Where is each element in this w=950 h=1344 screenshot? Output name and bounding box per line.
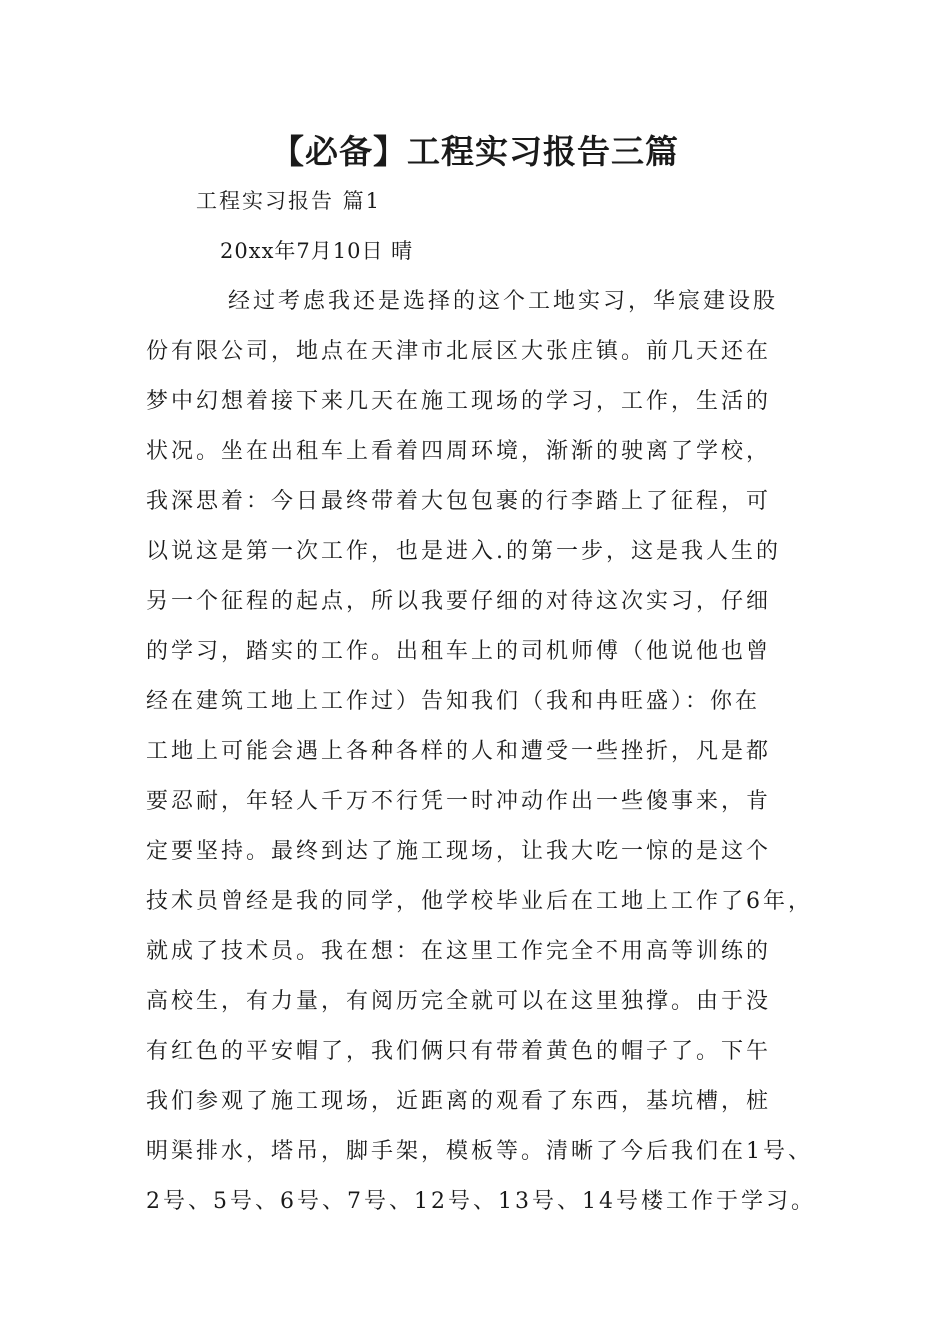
paragraph-line: 的学习，踏实的工作。出租车上的司机师傅（他说他也曾: [146, 639, 772, 664]
paragraph-line: 有红色的平安帽了，我们俩只有带着黄色的帽子了。下午: [146, 1039, 772, 1064]
paragraph-line: 以说这是第一次工作，也是进入.的第一步，这是我人生的: [146, 539, 781, 564]
paragraph-line: 高校生，有力量，有阅历完全就可以在这里独撑。由于没: [146, 989, 772, 1014]
paragraph-line: 我们参观了施工现场，近距离的观看了东西，基坑槽，桩: [146, 1089, 772, 1114]
paragraph-line: 要忍耐，年轻人千万不行凭一时冲动作出一些傻事来，肯: [146, 789, 772, 814]
paragraph-line: 状况。坐在出租车上看着四周环境，渐渐的驶离了学校，: [146, 439, 772, 464]
body-paragraph: [146, 284, 826, 1234]
paragraph-line: 份有限公司，地点在天津市北辰区大张庄镇。前几天还在: [146, 339, 772, 364]
paragraph-line: 梦中幻想着接下来几天在施工现场的学习，工作，生活的: [146, 389, 772, 414]
paragraph-line: 另一个征程的起点，所以我要仔细的对待这次实习，仔细: [146, 589, 772, 614]
paragraph-line: 就成了技术员。我在想：在这里工作完全不用高等训练的: [146, 939, 772, 964]
paragraph-line: 经在建筑工地上工作过）告知我们（我和冉旺盛）：你在: [146, 689, 761, 714]
date-line: 20xx年7月10日 晴: [220, 239, 414, 263]
paragraph-line: 技术员曾经是我的同学，他学校毕业后在工地上工作了6年，: [146, 889, 813, 914]
paragraph-line: 2号、5号、6号、7号、12号、13号、14号楼工作于学习。: [146, 1189, 816, 1214]
section-heading: 工程实习报告 篇1: [196, 189, 382, 213]
paragraph-line: 我深思着：今日最终带着大包包裹的行李踏上了征程，可: [146, 489, 772, 514]
paragraph-line: 工地上可能会遇上各种各样的人和遭受一些挫折，凡是都: [146, 739, 772, 764]
paragraph-line: 经过考虑我还是选择的这个工地实习，华宸建设股: [228, 289, 779, 314]
paragraph-line: 定要坚持。最终到达了施工现场，让我大吃一惊的是这个: [146, 839, 772, 864]
document-title: 【必备】工程实习报告三篇: [271, 132, 679, 171]
paragraph-line: 明渠排水，塔吊，脚手架，模板等。清晰了今后我们在1号、: [146, 1139, 813, 1164]
